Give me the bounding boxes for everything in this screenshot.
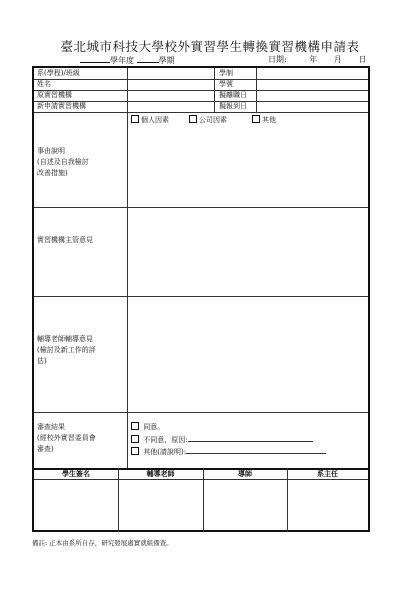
advisor-signature-header: 輔導老師	[146, 469, 175, 478]
row-divider	[34, 296, 368, 297]
review-result-label: 審查結果 (經校外實習委員會 審查)	[37, 423, 96, 453]
row-divider	[34, 479, 368, 480]
new-org-label: 新申請實習機構	[37, 102, 86, 110]
checkbox[interactable]	[189, 115, 197, 123]
checkbox[interactable]	[252, 115, 260, 123]
student-signature-header: 學生簽名	[62, 469, 90, 478]
approve-option[interactable]: 同意。	[131, 422, 164, 432]
row-divider	[34, 412, 368, 413]
reason-label: 事由說明 (自述及自我檢討 改善措施)	[37, 147, 89, 177]
row-divider	[34, 90, 368, 91]
original-org-label: 原實習機構	[37, 91, 72, 99]
column-divider	[214, 68, 215, 112]
row-divider	[34, 112, 368, 113]
supervisor-opinion-label: 實習機構主管意見	[37, 236, 93, 244]
dept-class-label: 系(學程)/班級	[37, 69, 80, 77]
label-column-divider	[127, 68, 128, 468]
checkbox[interactable]	[131, 435, 139, 443]
row-divider	[34, 79, 368, 80]
other-explain-line[interactable]	[186, 446, 326, 454]
row-divider	[34, 207, 368, 208]
homeroom-teacher-header: 導師	[238, 469, 252, 478]
company-factor-option[interactable]: 公司因素	[189, 115, 227, 125]
day-unit: 日	[358, 55, 367, 64]
other-option[interactable]: 其他(請說明):	[131, 446, 326, 457]
name-label: 姓名	[37, 80, 51, 88]
checkbox[interactable]	[131, 115, 139, 123]
year-blank[interactable]	[80, 54, 110, 63]
footnote: 備註: 正本由系所自存，研究發展處實就組備查。	[32, 539, 173, 547]
other-factor-option[interactable]: 其他	[252, 115, 276, 125]
column-divider	[256, 68, 257, 112]
checkbox[interactable]	[131, 422, 139, 430]
planned-leave-date-label: 擬離職日	[219, 91, 247, 99]
checkbox[interactable]	[131, 447, 139, 455]
year-label: 學年度	[110, 56, 134, 65]
year-unit: 年	[309, 55, 318, 64]
reject-option[interactable]: 不同意，原因:	[131, 434, 313, 445]
reject-reason-line[interactable]	[188, 434, 313, 442]
date-line	[268, 54, 366, 65]
dept-chair-header: 系主任	[317, 469, 338, 478]
student-id-label: 學號	[219, 80, 233, 88]
form-title: 臺北城市科技大學校外實習學生轉換實習機構申請表	[60, 39, 360, 54]
month-unit: 月	[333, 55, 342, 64]
semester-label: 學期	[158, 56, 175, 65]
application-form-table	[32, 66, 370, 532]
academic-year-line	[80, 54, 175, 66]
planned-report-date-label: 擬報到日	[219, 102, 247, 110]
semester-blank[interactable]	[137, 54, 159, 63]
advisor-opinion-label: 輔導老師輔導意見 (檢討及新工作的評 估)	[37, 335, 96, 365]
personal-factor-option[interactable]: 個人因素	[131, 115, 169, 125]
date-label: 日期:	[268, 55, 287, 64]
student-system-label: 學制	[219, 69, 233, 77]
